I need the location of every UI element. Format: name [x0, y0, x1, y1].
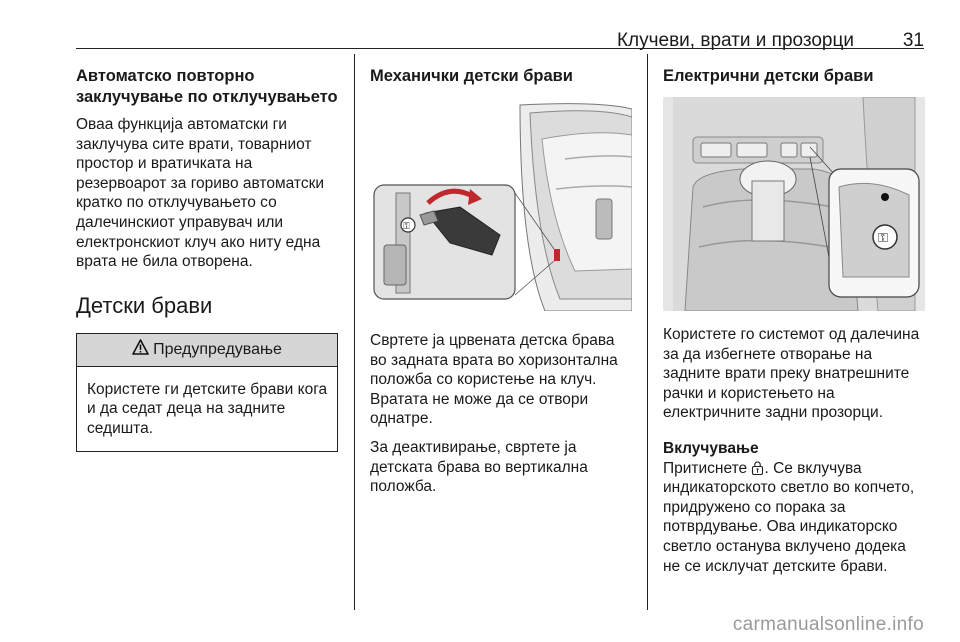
- watermark-footer: carmanualsonline.info: [732, 614, 924, 635]
- warning-triangle-icon: [132, 339, 149, 360]
- mechanical-lock-illustration: [370, 99, 632, 311]
- warning-header: [77, 334, 337, 367]
- header-rule: [76, 48, 924, 49]
- section-heading-auto-relock: Автоматско повторно заклучување по отклучувањето: [76, 67, 338, 106]
- subheading-activation: Вклучување: [663, 439, 759, 457]
- page-number: 31: [902, 30, 924, 51]
- header-title: Клучеви, врати и прозорци: [616, 30, 854, 51]
- svg-text:⚿: ⚿: [403, 222, 410, 232]
- warning-text: Користете ги детските брави кога и да седат деца на задните седишта.: [87, 380, 328, 437]
- mechanical-deactivate-text: За деактивирање, свртете ја детската брава во вертикална положба.: [370, 438, 588, 496]
- activation-text: [663, 459, 925, 577]
- column-middle: [370, 66, 632, 497]
- activation-text-end: . Се вклучува индикаторското светло во копчето, придружено со порака за потврдување. Ова индикаторско светло останува вклучено додека не се исклучат детските брави.: [663, 459, 915, 575]
- section-heading-child-locks: Детски брави: [76, 292, 213, 318]
- mechanical-lock-text: Свртете ја црвената детска брава во задната врата во хоризонтална положба со користење на клуч. Вратата не може да се отвори однатре.: [370, 332, 618, 428]
- activation-text-start: Притиснете: [663, 459, 752, 477]
- auto-relock-text: Оваа функција автоматски ги заклучува сите врати, товарниот простор и вратичката на резервоарот за гориво автоматски кратко по отклучувањето со далечинскиот управувач или електронскиот клуч ако ниту една врата не била отворена.: [76, 116, 325, 271]
- column-divider: [647, 54, 648, 610]
- electric-lock-illustration: [663, 97, 925, 311]
- section-heading-electric-locks: Електрични детски брави: [663, 67, 874, 85]
- warning-title: Предупредување: [153, 340, 282, 358]
- child-lock-icon: [751, 460, 764, 477]
- electric-lock-text: Користете го системот од далечина за да избегнете отворање на задните врати преку внатрешните рачки и користењето на електричните задни прозорци.: [663, 326, 920, 422]
- column-left: [76, 66, 338, 452]
- section-heading-mechanical-locks: Механички детски брави: [370, 67, 573, 85]
- column-divider: [354, 54, 355, 610]
- column-right: [663, 66, 925, 576]
- svg-text:⚿: ⚿: [878, 231, 888, 246]
- warning-box: [76, 333, 338, 452]
